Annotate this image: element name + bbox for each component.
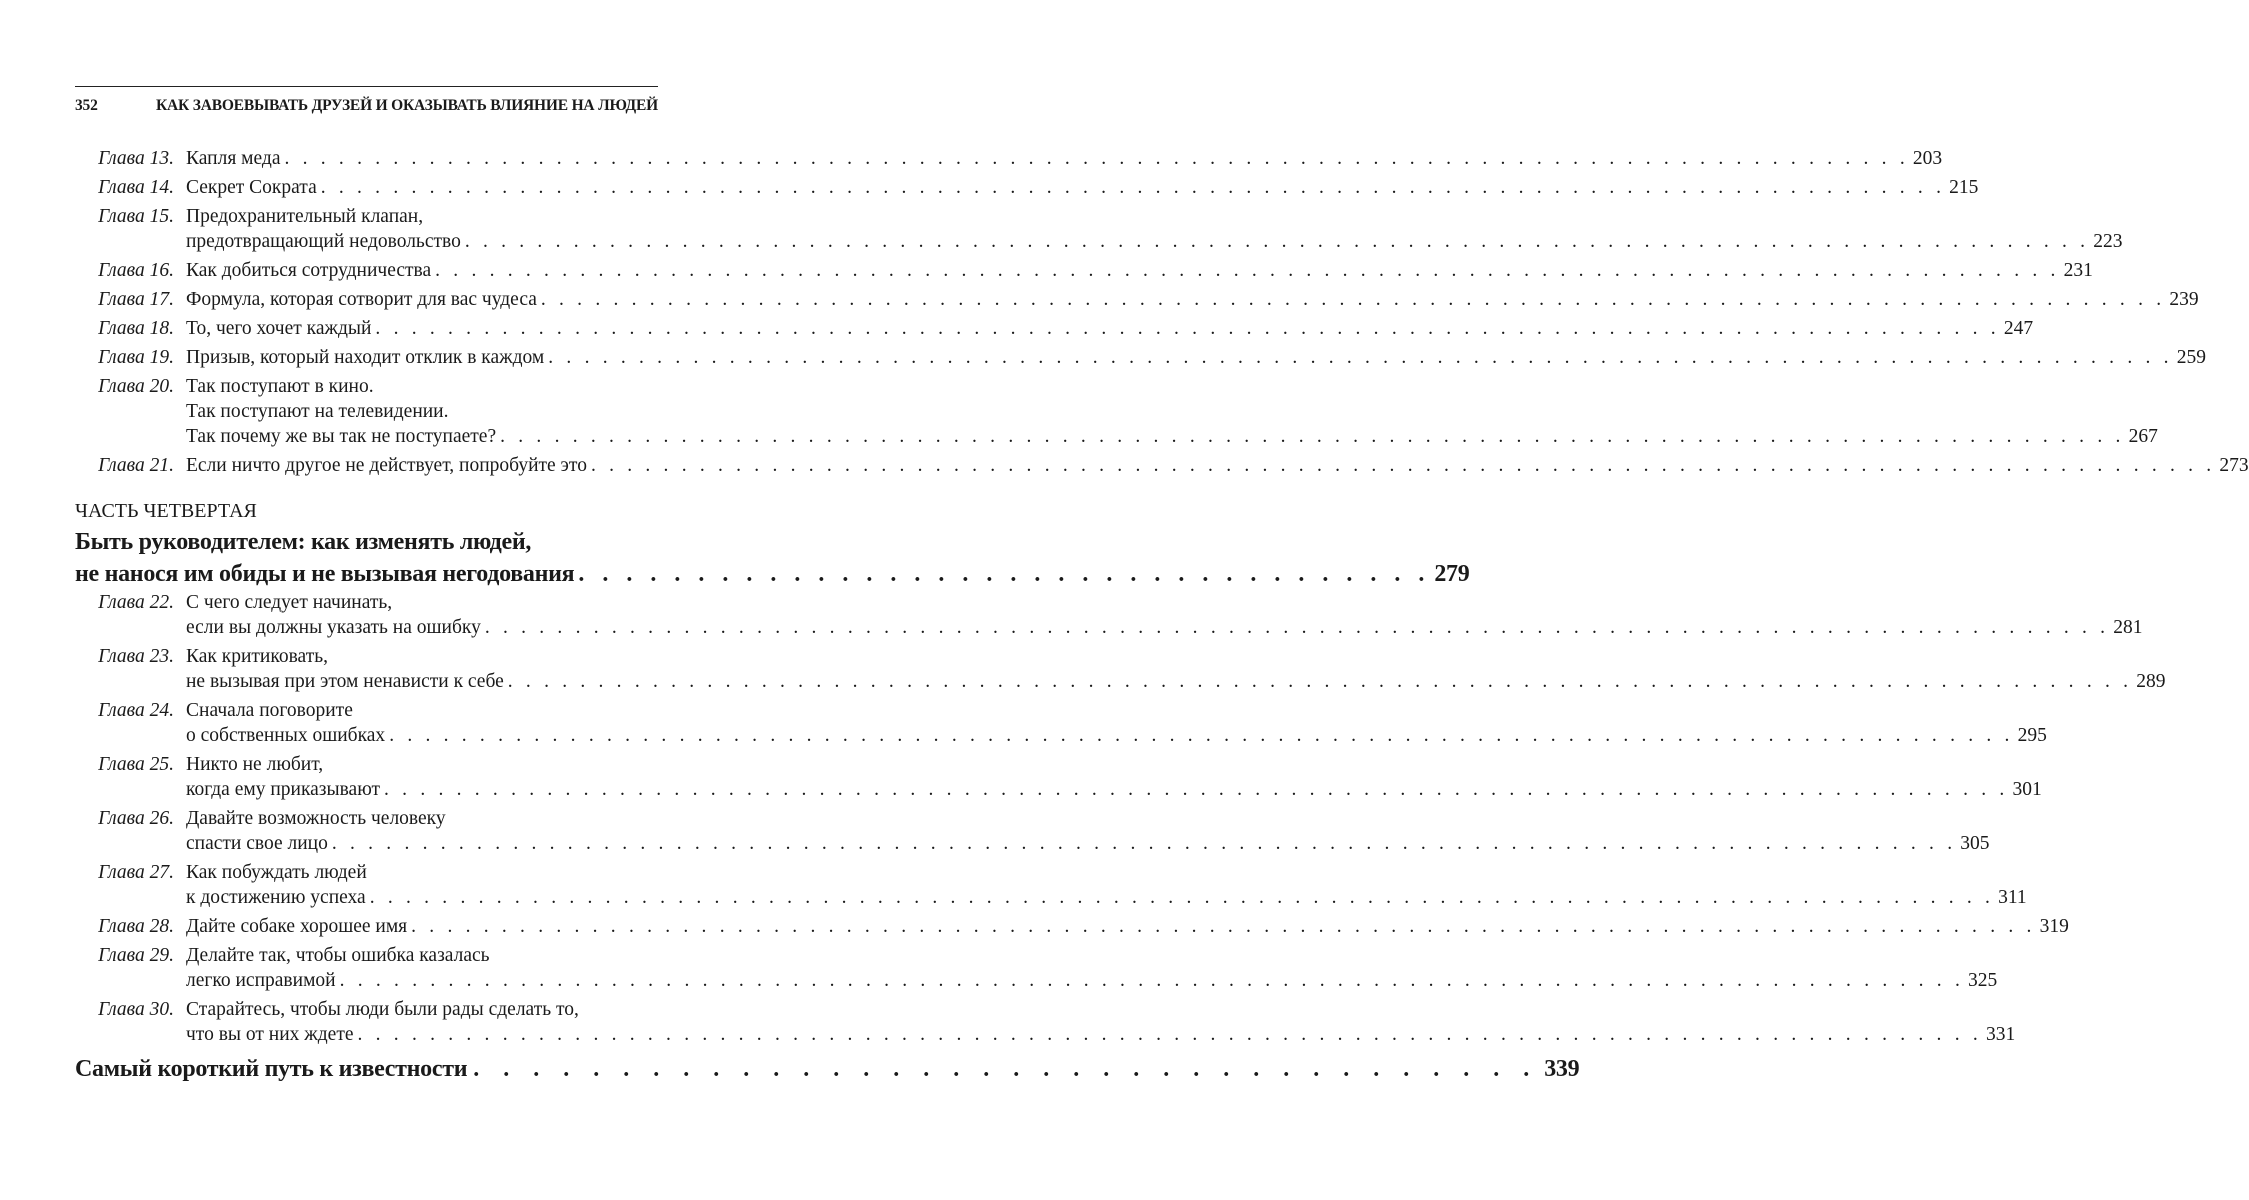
toc-entry	[75, 752, 2042, 802]
chapter-page-number: 305	[1960, 833, 1990, 854]
leader-dots	[389, 723, 2013, 748]
chapter-title-line: Если ничто другое не действует, попробуйте это	[186, 455, 587, 476]
leader-dots	[358, 1022, 1982, 1047]
page-number: 352	[75, 97, 98, 114]
leader-dots	[370, 885, 1994, 910]
chapter-title-line: Делайте так, чтобы ошибка казалась	[186, 945, 490, 966]
chapter-label: Глава 28.	[98, 916, 174, 937]
chapter-title-line: спасти свое лицо	[186, 833, 328, 854]
chapter-page-number: 203	[1912, 148, 1943, 169]
chapter-title-line: Сначала поговорите	[186, 700, 353, 721]
chapter-page-number: 267	[2128, 426, 2158, 447]
chapter-title-line: Так поступают на телевидении.	[186, 401, 449, 422]
chapter-title-line: Так почему же вы так не поступаете?	[186, 426, 497, 447]
chapter-title-line: Как добиться сотрудничества	[186, 260, 432, 281]
leader-dots	[435, 258, 2059, 283]
chapter-page-number: 319	[2039, 916, 2069, 937]
chapter-page-number: 325	[1968, 970, 1998, 991]
leader-dots	[541, 287, 2165, 312]
chapter-label: Глава 13.	[98, 148, 174, 169]
chapter-title-line: что вы от них ждете	[186, 1024, 354, 1045]
toc-entry	[75, 453, 2249, 478]
chapter-label: Глава 25.	[98, 754, 174, 775]
chapter-title-line: Никто не любит,	[186, 754, 324, 775]
leader-dots	[384, 777, 2008, 802]
chapter-label: Глава 30.	[98, 999, 174, 1020]
chapter-title-line: Капля меда	[186, 148, 281, 169]
chapter-title-line: Старайтесь, чтобы люди были рады сделать то,	[186, 999, 579, 1020]
chapter-label: Глава 16.	[98, 260, 174, 281]
chapter-title-line: к достижению успеха	[186, 887, 366, 908]
toc-entry	[75, 914, 2069, 939]
chapter-page-number: 215	[1949, 177, 1979, 198]
chapter-label: Глава 22.	[98, 592, 174, 613]
chapter-label: Глава 20.	[98, 376, 174, 397]
toc-entry	[75, 316, 2034, 341]
chapter-title-line: Как критиковать,	[186, 646, 328, 667]
chapter-page-number: 239	[2169, 289, 2199, 310]
leader-dots	[284, 146, 1908, 171]
final-entry-page: 339	[1544, 1056, 1580, 1082]
leader-dots	[473, 1053, 1538, 1085]
chapter-label: Глава 23.	[98, 646, 174, 667]
chapter-title-line: легко исправимой	[186, 970, 336, 991]
chapter-title-line: Дайте собаке хорошее имя	[186, 916, 408, 937]
chapter-page-number: 223	[2093, 231, 2123, 252]
toc-group-part-four	[75, 590, 2166, 1047]
chapter-label: Глава 19.	[98, 347, 174, 368]
chapter-title-line: Призыв, который находит отклик в каждом	[186, 347, 545, 368]
toc-entry	[75, 204, 2123, 254]
chapter-page-number: 247	[2003, 318, 2034, 339]
chapter-title-line: С чего следует начинать,	[186, 592, 393, 613]
leader-dots	[485, 615, 2109, 640]
part-label: ЧАСТЬ ЧЕТВЕРТАЯ	[75, 500, 257, 522]
leader-dots	[321, 175, 1945, 200]
chapter-page-number: 281	[2113, 617, 2143, 638]
toc-entry	[75, 943, 1998, 993]
part-title	[75, 526, 1470, 590]
leader-dots	[465, 229, 2089, 254]
chapter-title-line: Секрет Сократа	[186, 177, 317, 198]
leader-dots	[500, 424, 2124, 449]
chapter-page-number: 311	[1998, 887, 2027, 908]
chapter-page-number: 331	[1985, 1024, 2016, 1045]
toc-entry	[75, 997, 2016, 1047]
chapter-label: Глава 29.	[98, 945, 174, 966]
toc-entry	[75, 644, 2166, 694]
chapter-page-number: 231	[2063, 260, 2093, 281]
chapter-title-line: когда ему приказывают	[186, 779, 381, 800]
chapter-label: Глава 14.	[98, 177, 174, 198]
chapter-label: Глава 27.	[98, 862, 174, 883]
toc-entry	[75, 258, 2093, 283]
final-entry	[75, 1053, 1580, 1085]
toc-entry	[75, 287, 2199, 312]
toc-entry	[75, 860, 2027, 910]
chapter-page-number: 289	[2136, 671, 2166, 692]
part-title-line-1: Быть руководителем: как изменять людей,	[75, 529, 532, 555]
chapter-label: Глава 18.	[98, 318, 174, 339]
part-title-line-2: не нанося им обиды и не вызывая негодования	[75, 561, 575, 587]
chapter-title-line: Формула, которая сотворит для вас чудеса	[186, 289, 537, 310]
chapter-title-line: предотвращающий недовольство	[186, 231, 461, 252]
chapter-label: Глава 17.	[98, 289, 174, 310]
chapter-title-line: То, чего хочет каждый	[186, 318, 372, 339]
leader-dots	[332, 831, 1956, 856]
toc-entry	[75, 590, 2143, 640]
toc-entry	[75, 345, 2206, 370]
chapter-title-line: Так поступают в кино.	[186, 376, 374, 397]
chapter-label: Глава 15.	[98, 206, 174, 227]
chapter-title-line: Как побуждать людей	[186, 862, 367, 883]
leader-dots	[548, 345, 2172, 370]
leader-dots	[591, 453, 2215, 478]
toc-entry	[75, 374, 2158, 449]
chapter-page-number: 259	[2176, 347, 2206, 368]
leader-dots	[508, 669, 2132, 694]
running-header	[75, 86, 658, 115]
chapter-title-line: Предохранительный клапан,	[186, 206, 424, 227]
toc-group-part-three	[75, 146, 2249, 478]
leader-dots	[340, 968, 1964, 993]
chapter-page-number: 301	[2012, 779, 2042, 800]
chapter-title-line: Давайте возможность человеку	[186, 808, 446, 829]
leader-dots	[375, 316, 1999, 341]
chapter-page-number: 273	[2219, 455, 2249, 476]
leader-dots	[578, 558, 1430, 590]
running-title: КАК ЗАВОЕВЫВАТЬ ДРУЗЕЙ И ОКАЗЫВАТЬ ВЛИЯНИЕ НА ЛЮДЕЙ	[155, 97, 658, 114]
part-page-number: 279	[1434, 561, 1470, 587]
chapter-label: Глава 21.	[98, 455, 174, 476]
chapter-page-number: 295	[2017, 725, 2047, 746]
table-of-contents	[75, 146, 2249, 1085]
toc-entry	[75, 175, 1979, 200]
chapter-title-line: о собственных ошибках	[186, 725, 386, 746]
leader-dots	[411, 914, 2035, 939]
toc-entry	[75, 806, 1990, 856]
chapter-label: Глава 24.	[98, 700, 174, 721]
chapter-label: Глава 26.	[98, 808, 174, 829]
chapter-title-line: если вы должны указать на ошибку	[186, 617, 481, 638]
final-entry-title: Самый короткий путь к известности	[75, 1056, 468, 1082]
chapter-title-line: не вызывая при этом ненависти к себе	[186, 671, 504, 692]
toc-entry	[75, 698, 2047, 748]
toc-entry	[75, 146, 1943, 171]
